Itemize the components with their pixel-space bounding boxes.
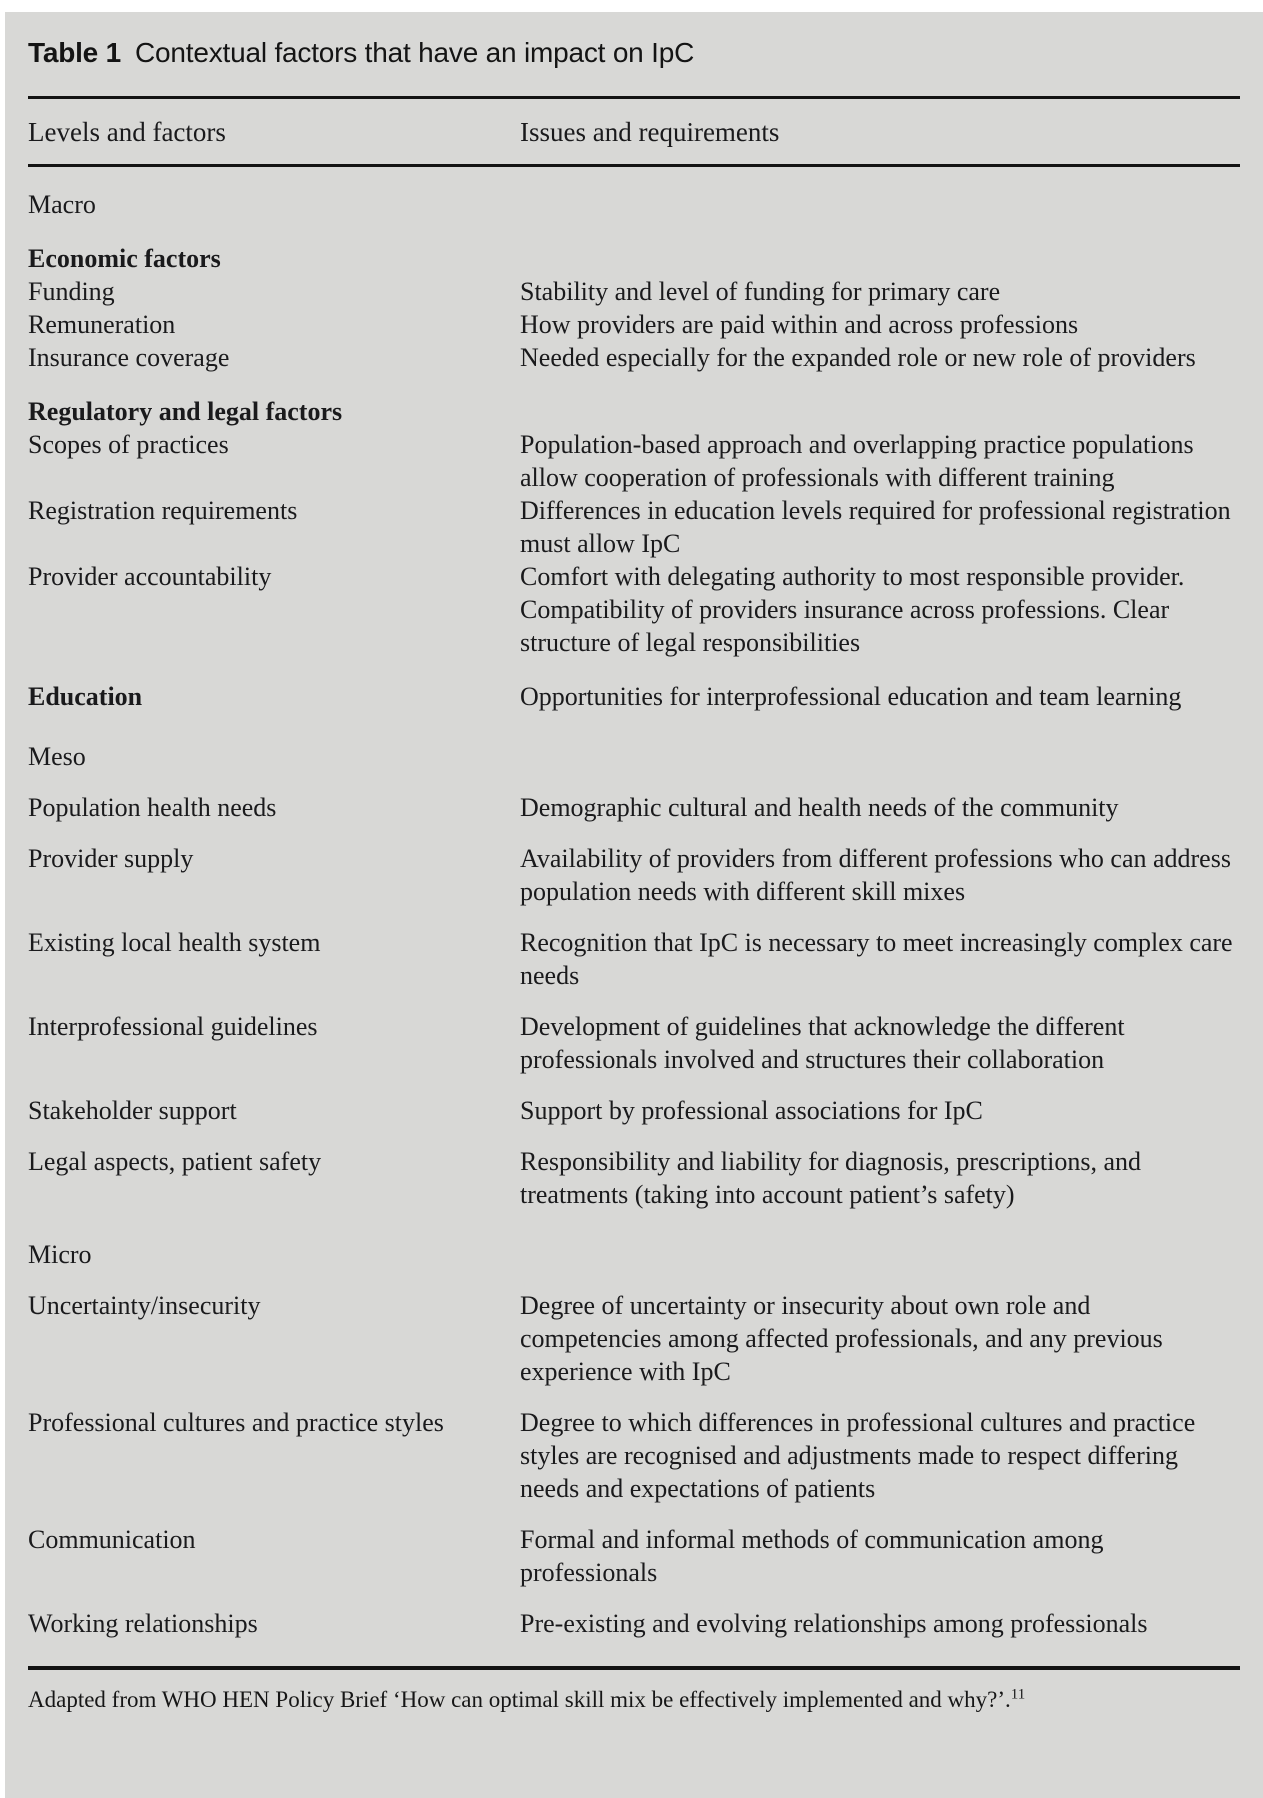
factor-cell: Funding (28, 277, 115, 306)
table-caption-title: Contextual factors that have an impact on IpC (135, 37, 695, 68)
factor-cell: Communication (28, 1525, 196, 1554)
factor-cell: Insurance coverage (28, 343, 230, 372)
section-label-text: Macro (28, 190, 96, 219)
table-row-stakeholder-support (28, 1094, 1240, 1127)
table-row-existing-local-health-system (28, 926, 1240, 992)
factor-cell: Education (28, 682, 143, 711)
table-row-registration-requirements (28, 494, 1240, 560)
table-body (28, 188, 1240, 1640)
table-row-education (28, 680, 1240, 713)
factor-cell: Registration requirements (28, 496, 298, 525)
issue-cell: Population-based approach and overlapping practice populations allow cooperation of professionals with different training (520, 430, 1194, 492)
table-row-legal-aspects-patient-safety (28, 1145, 1240, 1211)
table-row-remuneration (28, 308, 1240, 341)
issue-cell: Degree to which differences in professional cultures and practice styles are recognised and adjustments made to respect differing needs and expectations of patients (520, 1408, 1196, 1503)
table-row-professional-cultures-practice-styles (28, 1406, 1240, 1505)
factor-cell: Uncertainty/insecurity (28, 1291, 261, 1320)
table-row-provider-accountability (28, 560, 1240, 659)
section-label-micro (28, 1238, 1240, 1271)
table-row-population-health-needs (28, 791, 1240, 824)
issue-cell: Formal and informal methods of communication among professionals (520, 1525, 1104, 1587)
table-caption (28, 36, 1240, 70)
table-row-insurance-coverage (28, 341, 1240, 374)
factor-cell: Provider accountability (28, 562, 272, 591)
table-row-uncertainty-insecurity (28, 1289, 1240, 1388)
group-heading-text: Regulatory and legal factors (28, 397, 343, 426)
factor-cell: Provider supply (28, 844, 194, 873)
issue-cell: Availability of providers from different professions who can address population needs with different skill mixes (520, 844, 1231, 906)
group-heading-text: Economic factors (28, 244, 221, 273)
issue-cell: Development of guidelines that acknowledge the different professionals involved and structures their collaboration (520, 1012, 1125, 1074)
issue-cell: Needed especially for the expanded role or new role of providers (520, 343, 1196, 372)
column-header-issues: Issues and requirements (520, 117, 780, 147)
factor-cell: Remuneration (28, 310, 176, 339)
section-label-text: Micro (28, 1240, 92, 1269)
page-background (5, 12, 1263, 1798)
footnote-text: Adapted from WHO HEN Policy Brief ‘How can optimal skill mix be effectively implemented and why?’. (28, 1687, 1011, 1712)
table-bottom-rule (28, 1666, 1240, 1670)
table-row-interprofessional-guidelines (28, 1010, 1240, 1076)
table-row-provider-supply (28, 842, 1240, 908)
factor-cell: Working relationships (28, 1609, 258, 1638)
section-label-macro (28, 188, 1240, 221)
issue-cell: Demographic cultural and health needs of the community (520, 793, 1119, 822)
section-label-meso (28, 740, 1240, 773)
issue-cell: Differences in education levels required for professional registration must allow IpC (520, 496, 1231, 558)
issue-cell: Responsibility and liability for diagnosis, prescriptions, and treatments (taking into account patient’s safety) (520, 1147, 1142, 1209)
table-row-communication (28, 1523, 1240, 1589)
issue-cell: Stability and level of funding for primary care (520, 277, 1001, 306)
factor-cell: Scopes of practices (28, 430, 229, 459)
table-caption-label: Table 1 (28, 37, 122, 68)
group-heading-regulatory-legal-factors (28, 395, 1240, 428)
factor-cell: Population health needs (28, 793, 277, 822)
table-header-row (28, 99, 1240, 164)
footnote-reference-number: 11 (1010, 1686, 1026, 1703)
factor-cell: Legal aspects, patient safety (28, 1147, 322, 1176)
issue-cell: How providers are paid within and across professions (520, 310, 1079, 339)
issue-cell: Opportunities for interprofessional education and team learning (520, 682, 1182, 711)
issue-cell: Support by professional associations for IpC (520, 1096, 983, 1125)
table-row-funding (28, 275, 1240, 308)
section-label-text: Meso (28, 742, 86, 771)
issue-cell: Degree of uncertainty or insecurity about own role and competencies among affected professionals, and any previous experience with IpC (520, 1291, 1163, 1386)
factor-cell: Interprofessional guidelines (28, 1012, 318, 1041)
factor-cell: Stakeholder support (28, 1096, 237, 1125)
table-header-rule (28, 164, 1240, 167)
table-row-working-relationships (28, 1607, 1240, 1640)
group-heading-economic-factors (28, 242, 1240, 275)
factor-cell: Existing local health system (28, 928, 321, 957)
issue-cell: Comfort with delegating authority to most responsible provider. Compatibility of providers insurance across professions. Clear structure of legal responsibilities (520, 562, 1185, 657)
table-row-scopes-of-practices (28, 428, 1240, 494)
table-footnote (28, 1686, 1240, 1714)
column-header-levels: Levels and factors (28, 117, 226, 147)
issue-cell: Recognition that IpC is necessary to meet increasingly complex care needs (520, 928, 1233, 990)
issue-cell: Pre-existing and evolving relationships among professionals (520, 1609, 1148, 1638)
factor-cell: Professional cultures and practice styles (28, 1408, 444, 1437)
